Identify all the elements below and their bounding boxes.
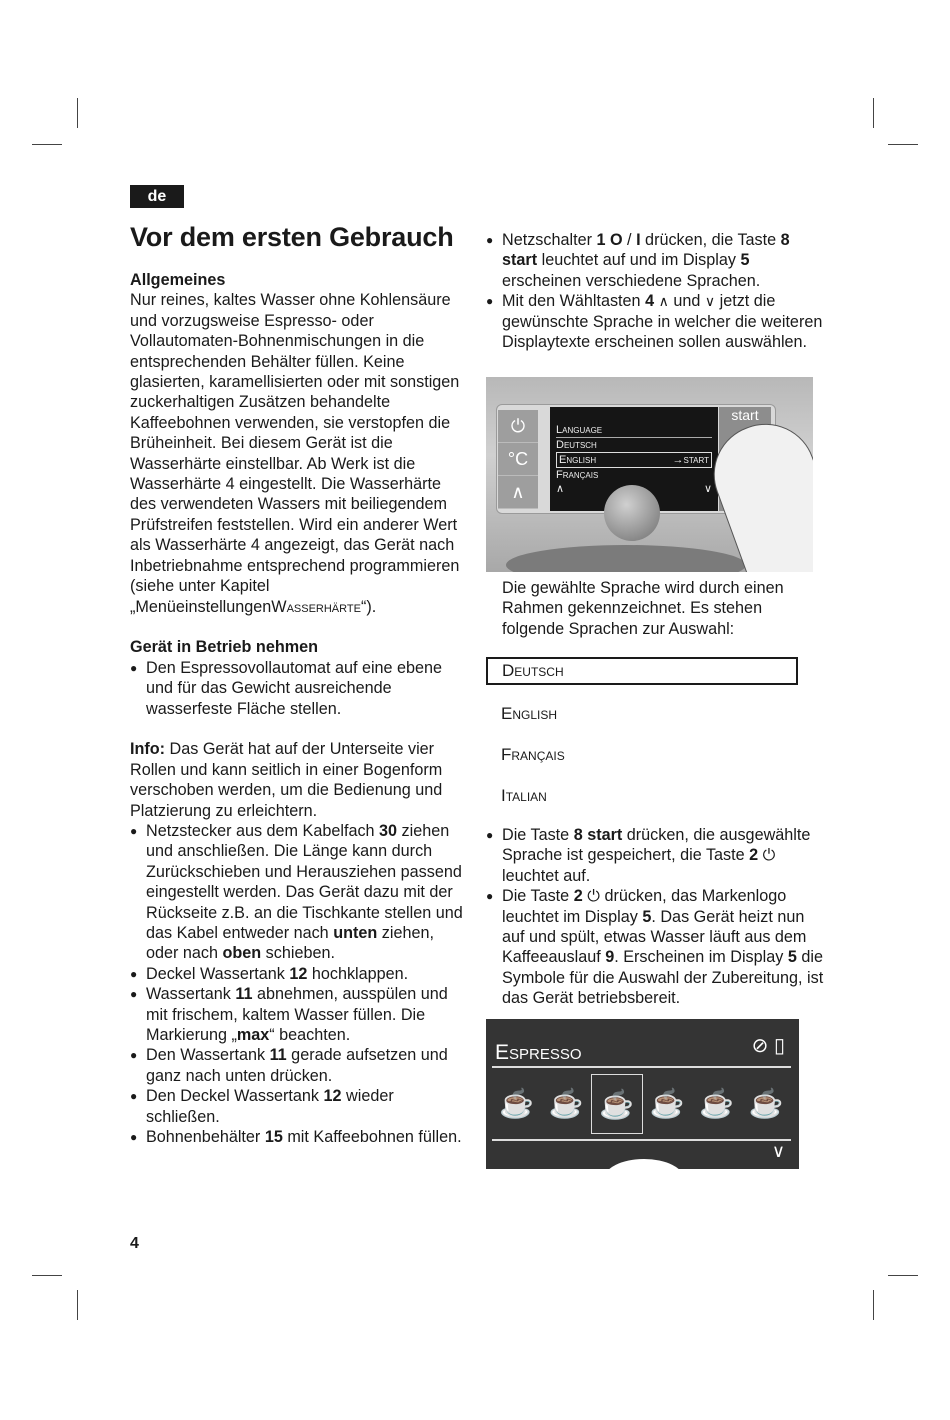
crop-mark bbox=[888, 144, 918, 145]
crop-mark bbox=[873, 1290, 874, 1320]
chevron-up-icon: ∧ bbox=[658, 293, 669, 310]
cup-icon: ☕ bbox=[548, 1088, 584, 1119]
bullet-list bbox=[130, 821, 468, 1148]
crop-mark bbox=[77, 1290, 78, 1320]
chevron-down-icon: ∨ bbox=[703, 483, 712, 495]
language-item-italian: Italian bbox=[501, 786, 547, 805]
screen-item-selected: English →start bbox=[556, 452, 712, 468]
list-item: ● Mit den Wähltasten 4 ∧ und ∨ jetzt die gewünschte Sprache in welcher die weiteren Displaytexte erscheinen sollen auswählen. bbox=[486, 291, 826, 352]
crop-mark bbox=[888, 1275, 918, 1276]
divider bbox=[492, 1139, 791, 1141]
page-number: 4 bbox=[130, 1235, 139, 1252]
info-paragraph: Info: Das Gerät hat auf der Unterseite vier Rollen und kann seitlich in einer Bogenform verschoben werden, um die Bedienung und Platzierung zu erleichtern. bbox=[130, 740, 443, 820]
crop-mark bbox=[32, 144, 62, 145]
paragraph-allgemeines: Nur reines, kaltes Wasser ohne Kohlensäure und vorzugsweise Espresso- oder Vollautomaten-Bohnenmischungen in die entsprechenden Behälter füllen. Keine glasierten, karamellisierten oder mit sonstigen zuckerhaltigen Zusätzen behandelte Kaffeebohnen verwenden, sie verstopfen die Brüheinheit. Bei diesem Gerät ist die Wasserhärte einstellbar. Ab Werk ist die Wasserhärte 4 eingestellt. Die Wasserhärte des verwendeten Wassers mit beiliegendem Prüfstreifen feststellen. Wird ein anderer Wert als Wasserhärte 4 angezeigt, das Gerät nach Inbetriebnahme entsprechend programmieren (siehe unter Kapitel „MenüeinstellungenWasserhärte“). bbox=[130, 291, 460, 616]
display-panel-photo bbox=[486, 377, 813, 572]
list-item: ● Die Taste 8 start drücken, die ausgewählte Sprache ist gespeichert, die Taste 2 ⏻ leuchtet auf. bbox=[486, 825, 826, 886]
right-column bbox=[486, 230, 826, 352]
list-item: ● Die Taste 2 ⏻ drücken, das Markenlogo leuchtet im Display 5. Das Gerät heizt nun auf und spült, etwas Wasser läuft aus dem Kaffeeauslauf 9. Erscheinen im Display 5 die Symbole für die Auswahl der Zubereitung, ist das Gerät betriebsbereit. bbox=[486, 886, 826, 1008]
language-item-deutsch: Deutsch bbox=[486, 657, 798, 685]
list-item: ● Den Wassertank 11 gerade aufsetzen und ganz nach unten drücken. bbox=[130, 1045, 468, 1086]
chevron-up-icon: ∧ bbox=[498, 476, 538, 509]
list-item: ● Deckel Wassertank 12 hochklappen. bbox=[130, 964, 468, 984]
power-icon: ⏻ bbox=[498, 410, 538, 443]
chevron-up-icon: ∧ bbox=[556, 483, 565, 495]
start-button: start bbox=[719, 407, 771, 511]
bullet-list bbox=[130, 658, 468, 719]
panel-buttons bbox=[498, 410, 538, 510]
section-heading-betrieb: Gerät in Betrieb nehmen bbox=[130, 638, 318, 657]
power-icon: ⏻ bbox=[762, 846, 776, 865]
crop-mark bbox=[873, 98, 874, 128]
left-column bbox=[130, 270, 468, 1147]
bean-and-cup-icon: ⊘ ▯ bbox=[751, 1035, 785, 1057]
language-list bbox=[486, 657, 816, 825]
espresso-display bbox=[486, 1019, 799, 1169]
bullet-list bbox=[486, 230, 826, 352]
cup-icon: ☕ bbox=[699, 1088, 735, 1119]
list-item: ● Netzstecker aus dem Kabelfach 30 ziehen und anschließen. Die Länge kann durch Zurückschieben und Herausziehen passend eingestellt werden. Das Gerät dazu mit der Rückseite z.B. an die Tischkante stellen und das Kabel entweder nach unten ziehen, oder nach oben schieben. bbox=[130, 821, 468, 964]
language-item-francais: Français bbox=[501, 745, 565, 764]
section-heading-allgemeines: Allgemeines bbox=[130, 271, 226, 289]
bullet-list bbox=[486, 825, 826, 1009]
language-tag: de bbox=[130, 185, 184, 208]
display-title: Espresso bbox=[495, 1041, 582, 1064]
screen-item: Deutsch bbox=[556, 439, 597, 451]
divider bbox=[492, 1066, 791, 1068]
power-icon: ⏻ bbox=[587, 887, 601, 906]
right-column-lower bbox=[486, 825, 826, 1009]
list-item: ● Wassertank 11 abnehmen, ausspülen und mit frischem, kaltem Wasser füllen. Die Markierung „max“ beachten. bbox=[130, 984, 468, 1045]
cup-icon: ☕ bbox=[499, 1088, 535, 1119]
rotary-knob bbox=[604, 1159, 684, 1169]
list-item: ● Bohnenbehälter 15 mit Kaffeebohnen füllen. bbox=[130, 1127, 468, 1147]
chevron-down-icon: ∨ bbox=[704, 293, 716, 310]
temperature-icon: °C bbox=[498, 443, 538, 476]
drink-selection bbox=[492, 1074, 791, 1134]
screen-header: Language bbox=[556, 423, 712, 438]
cup-rim bbox=[506, 545, 746, 572]
chevron-down-icon: ∨ bbox=[771, 1141, 785, 1161]
list-item: ● Den Deckel Wassertank 12 wieder schließen. bbox=[130, 1086, 468, 1127]
crop-mark bbox=[77, 98, 78, 128]
frame-paragraph: Die gewählte Sprache wird durch einen Rahmen gekennzeichnet. Es stehen folgende Sprachen zur Auswahl: bbox=[502, 579, 784, 638]
cup-icon: ☕ bbox=[748, 1088, 784, 1119]
page-title: Vor dem ersten Gebrauch bbox=[130, 222, 454, 252]
cup-icon: ☕ bbox=[649, 1088, 685, 1119]
language-item-english: English bbox=[501, 704, 558, 723]
list-item: ● Den Espressovollautomat auf eine ebene und für das Gewicht ausreichende wasserfeste Fläche stellen. bbox=[130, 658, 468, 719]
rotary-knob bbox=[604, 485, 660, 541]
crop-mark bbox=[32, 1275, 62, 1276]
screen-item: Français bbox=[556, 469, 599, 481]
cup-icon: ☕ bbox=[591, 1074, 643, 1134]
list-item: ● Netzschalter 1 O / I drücken, die Taste 8 start leuchtet auf und im Display 5 erscheinen verschiedene Sprachen. bbox=[486, 230, 826, 291]
